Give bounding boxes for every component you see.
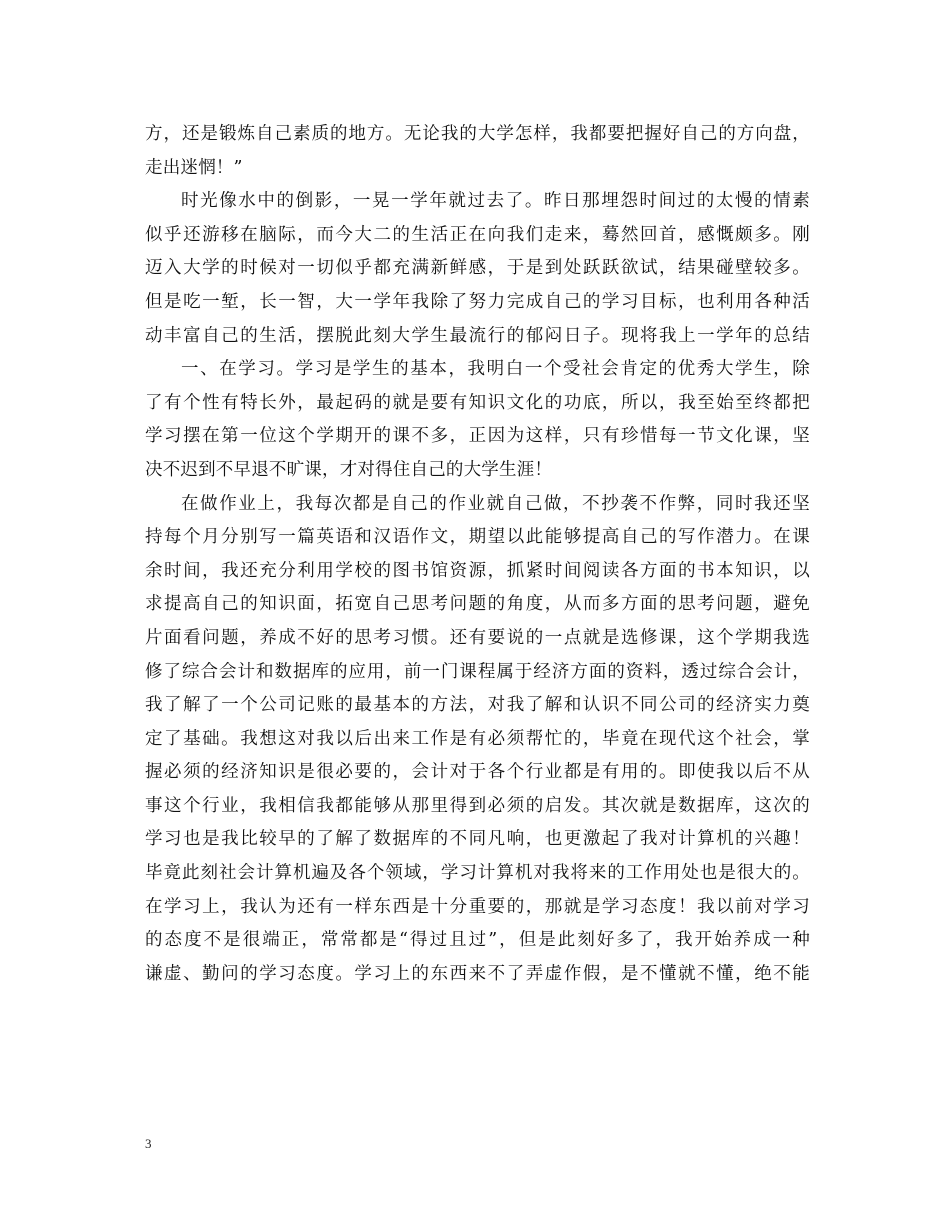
text-line: 求提高自己的知识面，拓宽自己思考问题的角度，从而多方面的思考问题，避免 bbox=[145, 594, 810, 615]
text-line: 事这个行业，我相信我都能够从那里得到必须的启发。其次就是数据库，这次的 bbox=[145, 795, 810, 816]
text-line: 迈入大学的时候对一切似乎都充满新鲜感，于是到处跃跃欲试，结果碰壁较多。 bbox=[145, 258, 810, 279]
text-line: 动丰富自己的生活，摆脱此刻大学生最流行的郁闷日子。现将我上一学年的总结 bbox=[145, 325, 810, 346]
text-line: 学习也是我比较早的了解了数据库的不同凡响，也更激起了我对计算机的兴趣！ bbox=[145, 829, 810, 850]
text-line: 握必须的经济知识是很必要的，会计对于各个行业都是有用的。即使我以后不从 bbox=[145, 762, 810, 783]
text-line: 在做作业上，我每次都是自己的作业就自己做，不抄袭不作弊，同时我还坚 bbox=[181, 493, 810, 514]
text-line: 定了基础。我想这对我以后出来工作是有必须帮忙的，毕竟在现代这个社会，掌 bbox=[145, 728, 810, 749]
text-line: 学习摆在第一位这个学期开的课不多，正因为这样，只有珍惜每一节文化课，坚 bbox=[145, 426, 810, 447]
text-line: 谦虚、勤问的学习态度。学习上的东西来不了弄虚作假，是不懂就不懂，绝不能 bbox=[145, 963, 810, 984]
text-line: 时光像水中的倒影，一晃一学年就过去了。昨日那埋怨时间过的太慢的情素 bbox=[181, 191, 810, 212]
page-number: 3 bbox=[145, 1136, 152, 1151]
text-line: 但是吃一堑，长一智，大一学年我除了努力完成自己的学习目标，也利用各种活 bbox=[145, 291, 810, 312]
text-line: 在学习上，我认为还有一样东西是十分重要的，那就是学习态度！我以前对学习 bbox=[145, 896, 810, 917]
text-line: 了有个性有特长外，最起码的就是要有知识文化的功底，所以，我至始至终都把 bbox=[145, 392, 810, 413]
text-line: 持每个月分别写一篇英语和汉语作文，期望以此能够提高自己的写作潜力。在课 bbox=[145, 527, 810, 548]
text-line: 方，还是锻炼自己素质的地方。无论我的大学怎样，我都要把握好自己的方向盘， bbox=[145, 124, 810, 144]
text-line: 毕竟此刻社会计算机遍及各个领域，学习计算机对我将来的工作用处也是很大的。 bbox=[145, 863, 810, 884]
body-text bbox=[145, 118, 810, 991]
text-line: 走出迷惘！” bbox=[145, 157, 243, 178]
text-line: 片面看问题，养成不好的思考习惯。还有要说的一点就是选修课，这个学期我选 bbox=[145, 627, 810, 648]
text-line: 我了解了一个公司记账的最基本的方法，对我了解和认识不同公司的经济实力奠 bbox=[145, 695, 810, 716]
text-line: 一、在学习。学习是学生的基本，我明白一个受社会肯定的优秀大学生，除 bbox=[181, 359, 810, 380]
text-line: 修了综合会计和数据库的应用，前一门课程属于经济方面的资料，透过综合会计， bbox=[145, 661, 810, 682]
text-line: 余时间，我还充分利用学校的图书馆资源，抓紧时间阅读各方面的书本知识，以 bbox=[145, 560, 810, 581]
text-line: 似乎还游移在脑际，而今大二的生活正在向我们走来，蓦然回首，感慨颇多。刚 bbox=[145, 224, 810, 245]
text-line: 决不迟到不早退不旷课，才对得住自己的大学生涯！ bbox=[145, 459, 553, 480]
text-line: 的态度不是很端正，常常都是“得过且过”，但是此刻好多了，我开始养成一种 bbox=[145, 930, 810, 951]
